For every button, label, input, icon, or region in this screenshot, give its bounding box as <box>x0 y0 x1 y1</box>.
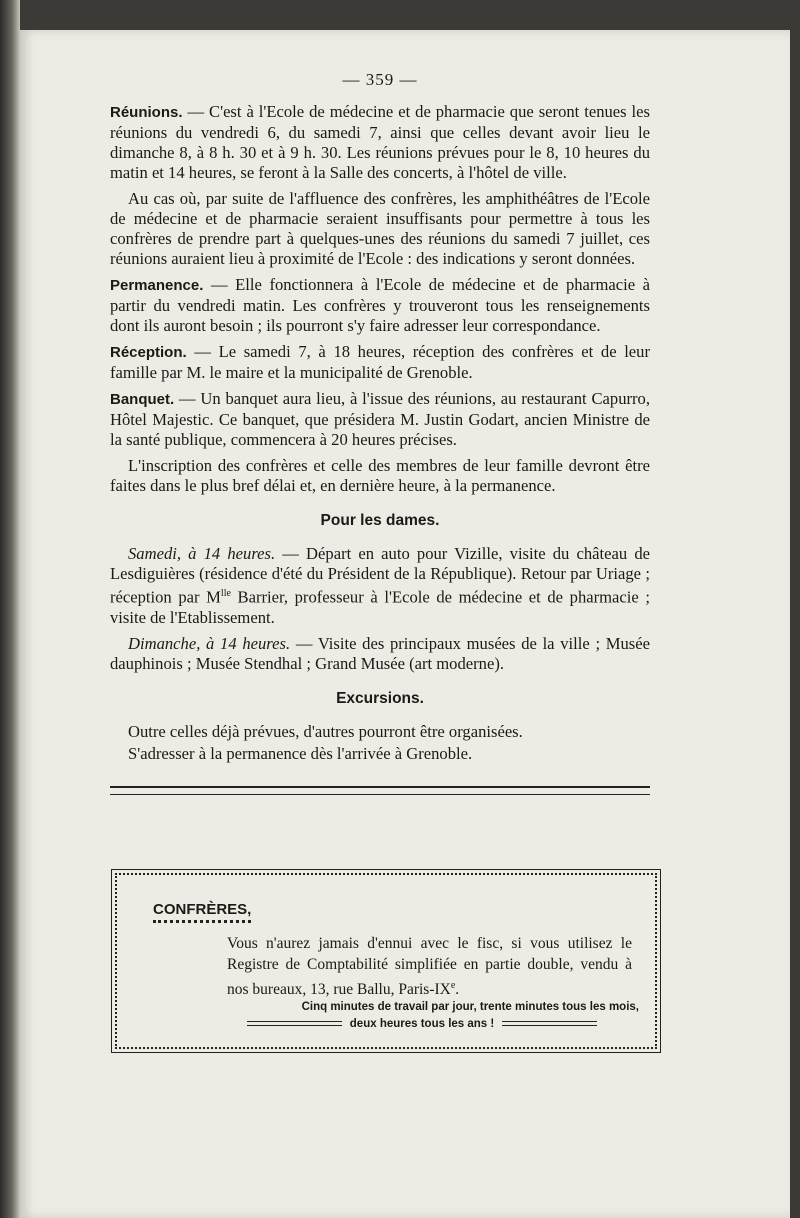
banquet-paragraph-2: L'inscription des confrères et celle des membres de leur famille devront être faites dans le plus bref délai et, en dernière heure, à la permanence. <box>110 456 650 495</box>
dames-heading: Pour les dames. <box>320 512 440 529</box>
page-number: — 359 — <box>342 70 418 89</box>
ad-dash-left <box>247 1021 342 1026</box>
ad-dash-right <box>502 1021 597 1026</box>
reunions-heading: Réunions. <box>110 104 183 121</box>
dimanche-label: Dimanche, à 14 heures. <box>128 633 291 653</box>
reunions-paragraph: Réunions. — C'est à l'Ecole de médecine et de pharmacie que seront tenues les réunions du vendredi 6, du samedi 7, ainsi que celles devant avoir lieu le dimanche 8, à 8 h. 30 et à 9 h. 30. Les réunions prévues pour le 8, 10 heures du matin et 14 heures, se feront à la Salle des concerts, à l'hôtel de ville. <box>110 102 650 182</box>
banquet-heading: Banquet. <box>110 391 175 408</box>
ad-text: Vous n'aurez jamais d'ennui avec le fisc, si vous utilisez le Registre de Comptabilité simplifiée en partie double, vendu à nos bureaux, 13, rue Ballu, Paris-IXe. <box>227 935 632 999</box>
excursions-line-2: S'adresser à la permanence dès l'arrivée à Grenoble. <box>128 743 473 763</box>
advertisement-box <box>115 873 657 1049</box>
ad-slogan-1: Cinq minutes de travail par jour, trente minutes tous les mois, <box>301 1001 639 1013</box>
permanence-paragraph: Permanence. — Elle fonctionnera à l'Ecole de médecine et de pharmacie à partir du vendredi matin. Les confrères y trouveront tous les renseignements dont ils auront besoin ; ils pourront s'y faire adresser leur correspondance. <box>110 275 650 335</box>
samedi-paragraph: Samedi, à 14 heures. — Départ en auto pour Vizille, visite du château de Lesdiguières (résidence d'été du Président de la République). Retour par Uriage ; réception par $M^{lle}$ Barrier, professeur à l'Ecole de médecine et de pharmacie ; visite de l'Etablissement. <box>110 544 650 627</box>
book-spine <box>0 0 20 1218</box>
excursions-heading: Excursions. <box>336 689 424 707</box>
reception-heading: Réception. <box>110 344 187 361</box>
main-text <box>110 70 650 795</box>
separator-thin <box>110 794 650 795</box>
banquet-paragraph: Banquet. — Un banquet aura lieu, à l'issue des réunions, au restaurant Capurro, Hôtel Majestic. Ce banquet, que présidera M. Justin Godart, ancien Ministre de la santé publique, commencera à 20 heures précises. <box>110 389 650 449</box>
excursions-line-1: Outre celles déjà prévues, d'autres pourront être organisées. <box>128 721 523 741</box>
reunions-paragraph-2: Au cas où, par suite de l'affluence des confrères, les amphithéâtres de l'Ecole de médecine et de pharmacie seraient insuffisants pour permettre à tous les confrères de prendre part à quelques-unes des réunions du samedi 7 juillet, ces réunions auraient lieu à proximité de l'Ecole : des indications y seront données. <box>110 189 650 268</box>
reception-paragraph: Réception. — Le samedi 7, à 18 heures, réception des confrères et de leur famille par M. le maire et la municipalité de Grenoble. <box>110 342 650 382</box>
permanence-heading: Permanence. <box>110 277 204 294</box>
ad-slogan-2: deux heures tous les ans ! <box>207 1018 637 1030</box>
separator-thick <box>110 786 650 788</box>
samedi-label: Samedi, à 14 heures. <box>128 544 276 563</box>
dimanche-paragraph: Dimanche, à 14 heures. — Visite des principaux musées de la ville ; Musée dauphinois ; Musée Stendhal ; Grand Musée (art moderne). <box>110 633 650 673</box>
ad-title: CONFRÈRES, <box>153 901 251 923</box>
